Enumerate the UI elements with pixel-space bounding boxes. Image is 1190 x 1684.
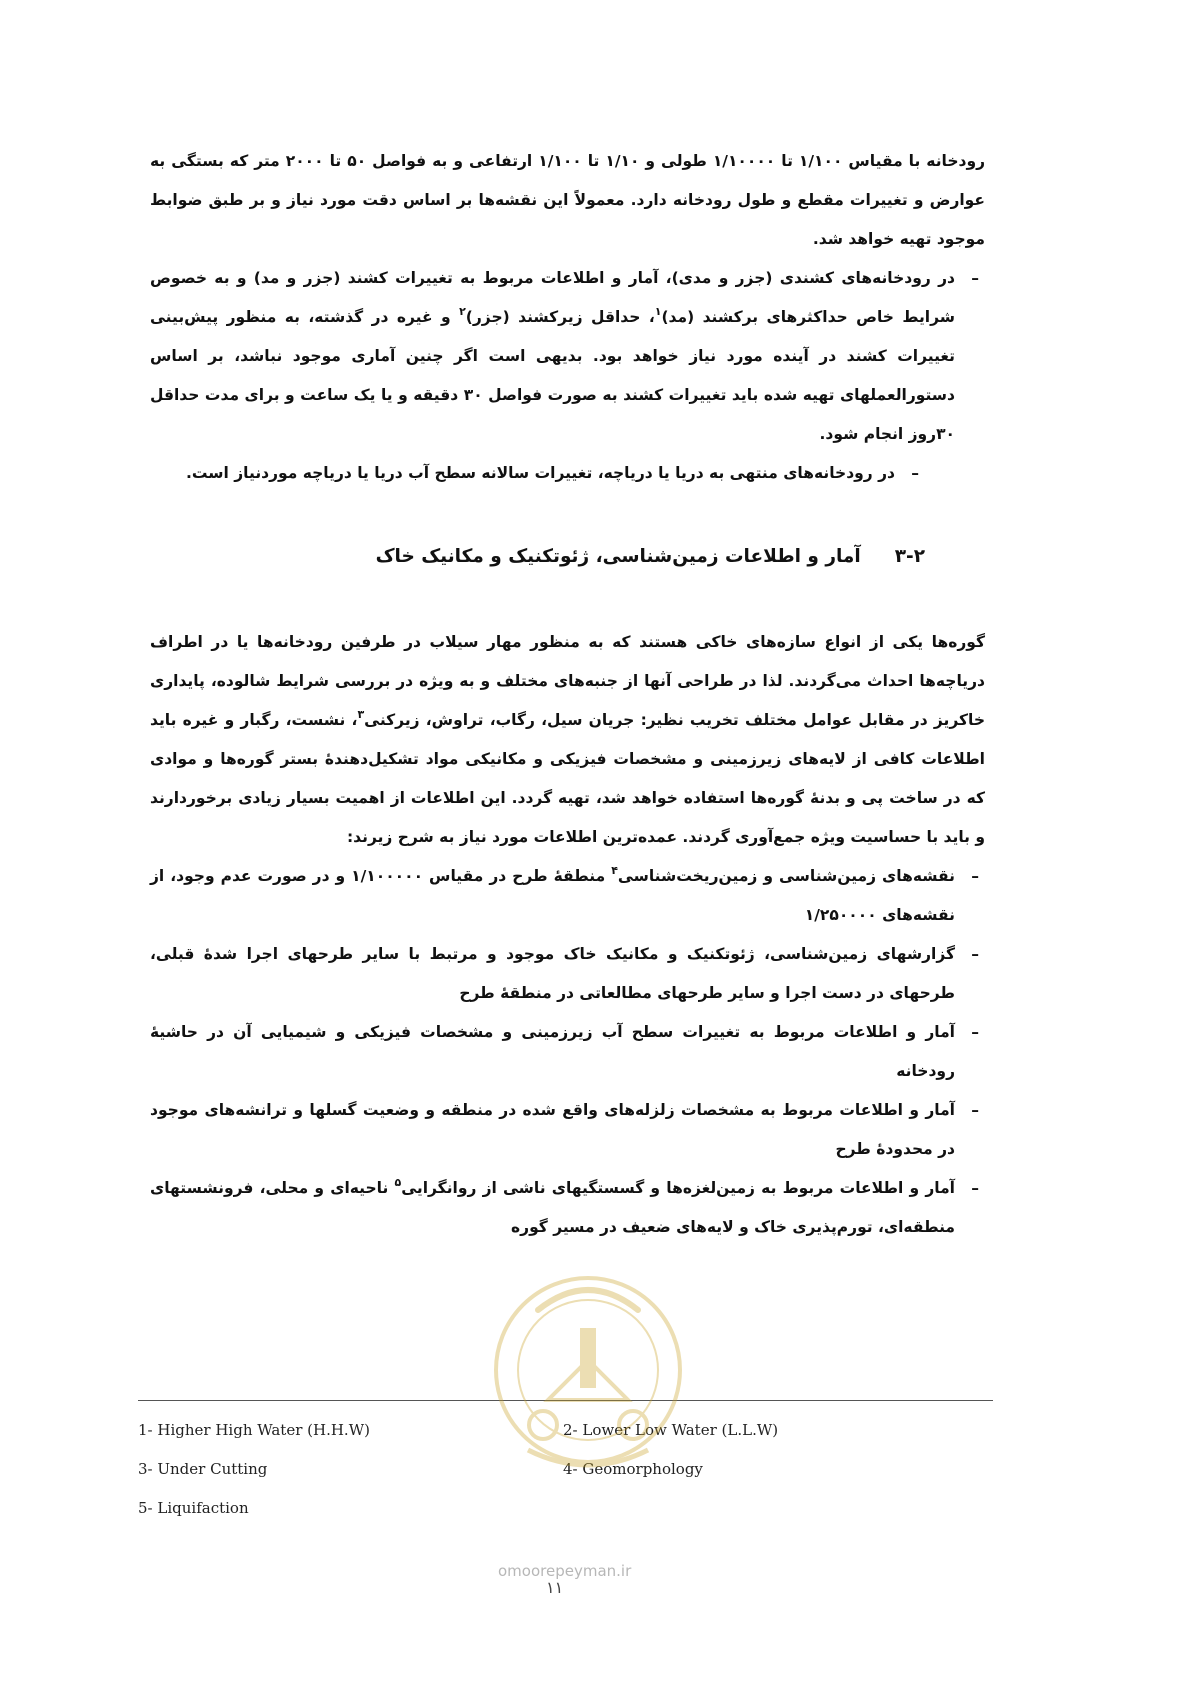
footnote-1: 1- Higher High Water (H.H.W) <box>138 1421 370 1439</box>
list-item-text: آمار و اطلاعات مربوط به تغییرات سطح آب زیرزمینی و مشخصات فیزیکی و شیمیایی آن در حاشیهٔ رودخانه <box>150 1023 955 1080</box>
bullet-lake-rivers <box>150 454 925 493</box>
watermark-url: omoorepeyman.ir <box>498 1562 632 1580</box>
list-item-text: نقشه‌های زمین‌شناسی و زمین‌ریخت‌شناسی <box>617 867 955 885</box>
section-heading <box>150 537 985 577</box>
list-item-text: منطقهٔ طرح در مقیاس ۱/۱۰۰۰۰۰ و در صورت عدم وجود، از نقشه‌های ۱/۲۵۰۰۰۰ <box>150 867 955 924</box>
list-item-text: گزارشهای زمین‌شناسی، ژئوتکنیک و مکانیک خاک موجود و مرتبط با سایر طرحهای اجرا شدهٔ قبلی، طرحهای در دست اجرا و سایر طرحهای مطالعاتی در منطقهٔ طرح <box>150 945 955 1002</box>
section-title: آمار و اطلاعات زمین‌شناسی، ژئوتکنیک و مکانیک خاک <box>375 546 861 567</box>
bullet-dash: – <box>971 1101 979 1119</box>
bullet-text: در رودخانه‌های منتهی به دریا یا دریاچه، تغییرات سالانه سطح آب دریا یا دریاچه موردنیاز است. <box>186 464 895 482</box>
bullet-text: در رودخانه‌های کشندی (جزر و مدی)، آمار و اطلاعات مربوط به تغییرات کشند (جزر و مد) و به خصوص شرایط خاص حداکثرهای برکشند (مد) <box>150 269 956 326</box>
bullet-tidal-rivers <box>150 259 985 454</box>
footnote-4: 4- Geomorphology <box>563 1460 703 1478</box>
footnote-5: 5- Liquifaction <box>138 1499 249 1517</box>
footnote-ref-2[interactable]: ۲ <box>459 305 466 318</box>
list-item-text: آمار و اطلاعات مربوط به مشخصات زلزله‌های واقع شده در منطقه و وضعیت گسلها و ترانشه‌های موجود در محدودهٔ طرح <box>150 1101 955 1158</box>
bullet-dash: – <box>971 269 979 287</box>
footnote-ref-5[interactable]: ۵ <box>394 1176 402 1189</box>
list-item <box>150 1169 985 1247</box>
footnote-ref-3[interactable]: ۳ <box>357 708 365 721</box>
paragraph-text: ، نشست، رگبار و غیره باید اطلاعات کافی از لایه‌های زیرزمینی و مشخصات فیزیکی و مکانیکی مواد تشکیل‌دهندهٔ بستر گوره‌ها و موادی که در ساخت پی و بدنهٔ گوره‌ها استفاده خواهد شد، تهیه گردد. این اطلاعات از اهمیت بسیار زیادی برخوردارند و باید با حساسیت ویژه جمع‌آوری گردند. عمده‌ترین اطلاعات مورد نیاز به شرح زیرند: <box>150 711 985 846</box>
list-item <box>150 857 985 935</box>
list-item-text: آمار و اطلاعات مربوط به زمین‌لغزه‌ها و گسستگیهای ناشی از روانگرایی <box>401 1179 955 1197</box>
bullet-dash: – <box>971 867 979 885</box>
paragraph-text: گوره‌ها یکی از انواع سازه‌های خاکی هستند که به منظور مهار سیلاب در طرفین رودخانه‌ها یا در اطراف دریاچه‌ها احداث می‌گردند. لذا در طراحی آنها از جنبه‌های مختلف و به ویژه در بررسی شرایط شالوده، پایداری خاکریز در مقابل عوامل مختلف تخریب نظیر: جریان سیل، رگاب، تراوش، زیرکنی <box>150 633 985 729</box>
paragraph-levees <box>150 623 985 857</box>
list-item <box>150 935 985 1013</box>
list-item <box>150 1013 985 1091</box>
footnote-ref-4[interactable]: ۴ <box>611 864 618 877</box>
footnote-2: 2- Lower Low Water (L.L.W) <box>563 1421 779 1439</box>
list-item-text: ناحیه‌ای و محلی، فرونشستهای منطقه‌ای، تورم‌پذیری خاک و لایه‌های ضعیف در مسیر گوره <box>150 1179 955 1236</box>
footnote-separator <box>138 1400 993 1401</box>
bullet-dash: – <box>971 1023 979 1041</box>
paragraph-rivers-maps: رودخانه با مقیاس ۱/۱۰۰ تا ۱/۱۰۰۰۰ طولی و ۱/۱۰ تا ۱/۱۰۰ ارتفاعی و به فواصل ۵۰ تا ۲۰۰۰ متر که بستگی به عوارض و تغییرات مقطع و طول رودخانه دارد. معمولاً این نقشه‌ها بر اساس دقت مورد نیاز و بر طبق ضوابط موجود تهیه خواهد شد. <box>150 152 986 248</box>
body-text <box>150 142 985 1247</box>
footnotes <box>138 1421 998 1551</box>
footnote-3: 3- Under Cutting <box>138 1460 268 1478</box>
bullet-text: ، حداقل زیرکشند (جزر) <box>465 308 655 326</box>
footnote-ref-1[interactable]: ۱ <box>654 305 662 318</box>
bullet-text: و غیره در گذشته، به منظور پیش‌بینی تغییرات کشند در آینده مورد نیاز خواهد بود. بدیهی است اگر چنین آماری موجود نباشد، بر اساس دستورالعملهای تهیه شده باید تغییرات کشند به صورت فواصل ۳۰ دقیقه و یا یک ساعت و برای مدت حداقل ۳۰روز انجام شود. <box>150 308 955 443</box>
bullet-dash: – <box>911 464 919 482</box>
list-item <box>150 1091 985 1169</box>
page-number: ۱۱ <box>546 1578 564 1597</box>
bullet-dash: – <box>971 1179 979 1197</box>
bullet-dash: – <box>971 945 979 963</box>
section-number: ۳-۲ <box>894 546 925 567</box>
